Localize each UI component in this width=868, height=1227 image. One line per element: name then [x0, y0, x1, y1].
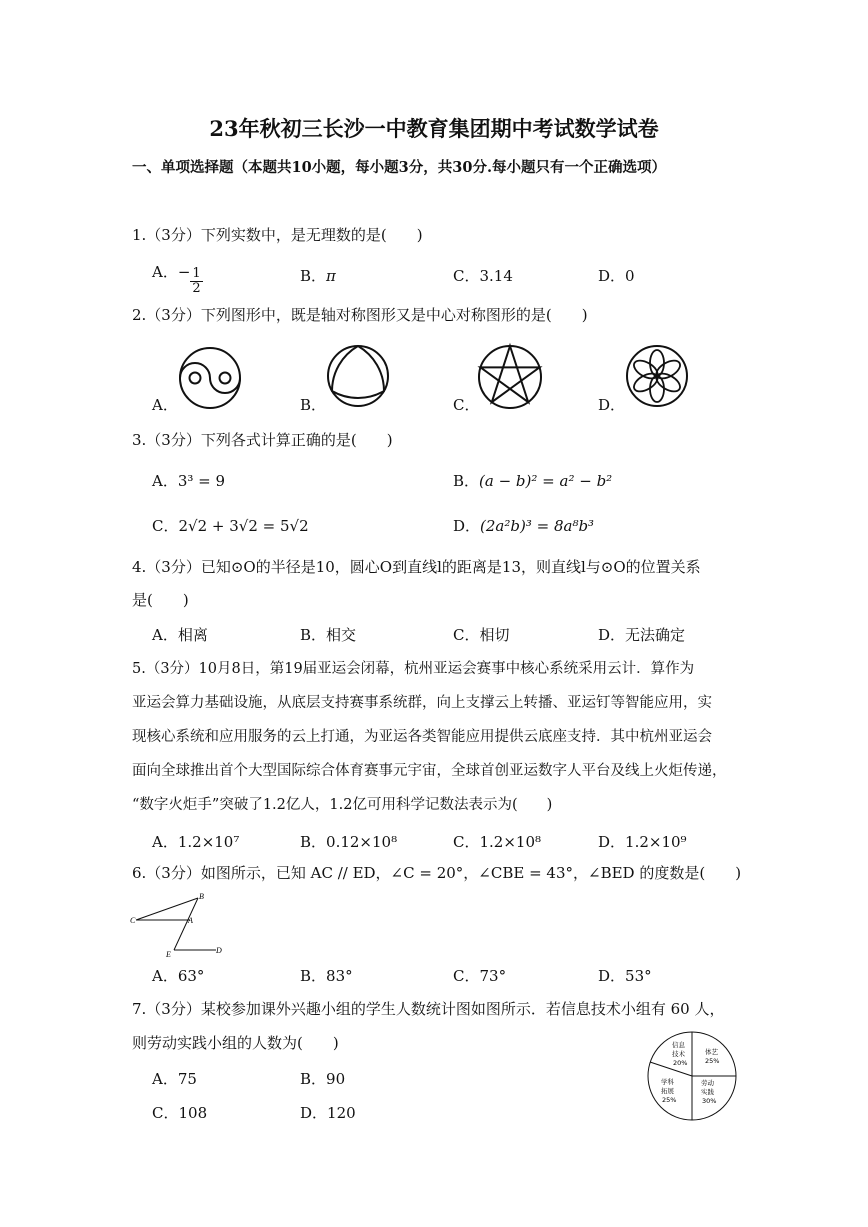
flower-figure[interactable]: [625, 344, 689, 408]
q4-option-a[interactable]: A．相离: [152, 626, 208, 644]
q6-stem: 6.（3分）如图所示，已知 AC // ED，∠C = 20°，∠CBE = 43°，∠BED 的度数是( ): [132, 864, 742, 882]
pie-info-percent: 20%: [673, 1059, 688, 1067]
q7-option-b[interactable]: B．90: [300, 1070, 346, 1088]
curved-triangle-figure[interactable]: [326, 344, 390, 408]
q4-option-b[interactable]: B．相交: [300, 626, 357, 644]
pie-art-percent: 25%: [705, 1057, 720, 1065]
parallel-lines-figure: [128, 890, 228, 960]
yin-yang-figure[interactable]: [178, 346, 242, 410]
exam-title: 23年秋初三长沙一中教育集团期中考试数学试卷: [209, 116, 659, 141]
q4-option-d[interactable]: D．无法确定: [598, 626, 686, 644]
q6-option-a[interactable]: A．63°: [152, 967, 205, 985]
figure-label-e: E: [166, 950, 171, 959]
q7-option-a[interactable]: A．75: [152, 1070, 197, 1088]
interest-groups-pie-figure: [646, 1030, 738, 1122]
q2-option-c-label[interactable]: C．: [453, 396, 480, 414]
pie-labor-label-1: 劳动: [701, 1079, 714, 1087]
q5-stem-line4: 面向全球推出首个大型国际综合体育赛事元宇宙，全球首创亚运数字人平台及线上火炬传递，: [132, 763, 727, 779]
q5-stem-line5: “数字火炬手”突破了1.2亿人，1.2亿可用科学记数法表示为( ): [132, 797, 553, 813]
pie-subject-label-2: 拓展: [661, 1087, 674, 1095]
q5-stem-line3: 现核心系统和应用服务的云上打通，为亚运各类智能应用提供云底座支持．其中杭州亚运会: [132, 729, 712, 745]
q1-option-a[interactable]: A． − $\frac{1}{2}$: [152, 263, 201, 296]
fraction-one-half: $\frac{1}{2}$: [192, 266, 201, 296]
q6-option-b[interactable]: B．83°: [300, 967, 353, 985]
pie-subject-percent: 25%: [662, 1096, 677, 1104]
q3-stem: 3.（3分）下列各式计算正确的是( ): [132, 431, 393, 449]
pie-info-label-1: 信息: [672, 1041, 685, 1049]
q5-option-b[interactable]: B．0.12×10⁸: [300, 833, 398, 851]
figure-label-a: A: [188, 916, 193, 925]
q7-option-d[interactable]: D．120: [300, 1104, 356, 1122]
q5-option-d[interactable]: D．1.2×10⁹: [598, 833, 687, 851]
figure-label-b: B: [199, 892, 204, 901]
q1-option-b[interactable]: B．π: [300, 267, 336, 285]
q4-option-c[interactable]: C．相切: [453, 626, 510, 644]
q1-option-d[interactable]: D．0: [598, 267, 635, 285]
q3-option-a[interactable]: A．3³ = 9: [152, 472, 226, 490]
q7-stem-line1: 7.（3分）某校参加课外兴趣小组的学生人数统计图如图所示．若信息技术小组有 60 人，: [132, 1000, 725, 1018]
pie-labor-label-2: 实践: [701, 1088, 714, 1096]
q7-stem-line2: 则劳动实践小组的人数为( ): [132, 1034, 339, 1052]
q4-stem-line2: 是( ): [132, 591, 189, 609]
q6-option-c[interactable]: C．73°: [453, 967, 507, 985]
q2-option-d-label[interactable]: D．: [598, 396, 626, 414]
q6-option-d[interactable]: D．53°: [598, 967, 652, 985]
q5-option-c[interactable]: C．1.2×10⁸: [453, 833, 542, 851]
q3-option-d[interactable]: D．(2a²b)³ = 8a⁸b³: [453, 517, 595, 535]
q3-option-c[interactable]: C．2√2 + 3√2 = 5√2: [152, 517, 309, 535]
q2-option-a-label[interactable]: A．: [152, 396, 178, 414]
q5-stem-line2: 亚运会算力基础设施，从底层支持赛事系统群，向上支撑云上转播、亚运钉等智能应用，实: [132, 695, 712, 711]
q3-option-b[interactable]: B．(a − b)² = a² − b²: [453, 472, 613, 490]
pie-art-label: 体艺: [705, 1048, 718, 1056]
pie-subject-label-1: 学科: [661, 1078, 674, 1086]
figure-label-d: D: [216, 946, 222, 955]
q1-option-c[interactable]: C．3.14: [453, 267, 513, 285]
q4-stem-line1: 4.（3分）已知⊙O的半径是10，圆心O到直线l的距离是13，则直线l与⊙O的位置关系: [132, 558, 701, 576]
section-heading: 一、单项选择题（本题共10小题，每小题3分，共30分.每小题只有一个正确选项）: [132, 159, 666, 176]
pie-labor-percent: 30%: [702, 1097, 717, 1105]
q2-stem: 2.（3分）下列图形中，既是轴对称图形又是中心对称图形的是( ): [132, 306, 588, 324]
figure-label-c: C: [130, 916, 136, 925]
q5-option-a[interactable]: A．1.2×10⁷: [152, 833, 240, 851]
q5-stem-line1: 5.（3分）10月8日，第19届亚运会闭幕，杭州亚运会赛事中核心系统采用云计．算作为: [132, 661, 695, 677]
q2-option-b-label[interactable]: B．: [300, 396, 327, 414]
pentagram-figure[interactable]: [477, 344, 543, 410]
pie-info-label-2: 技术: [672, 1050, 685, 1058]
q1-stem: 1.（3分）下列实数中，是无理数的是( ): [132, 226, 423, 244]
q7-option-c[interactable]: C．108: [152, 1104, 208, 1122]
